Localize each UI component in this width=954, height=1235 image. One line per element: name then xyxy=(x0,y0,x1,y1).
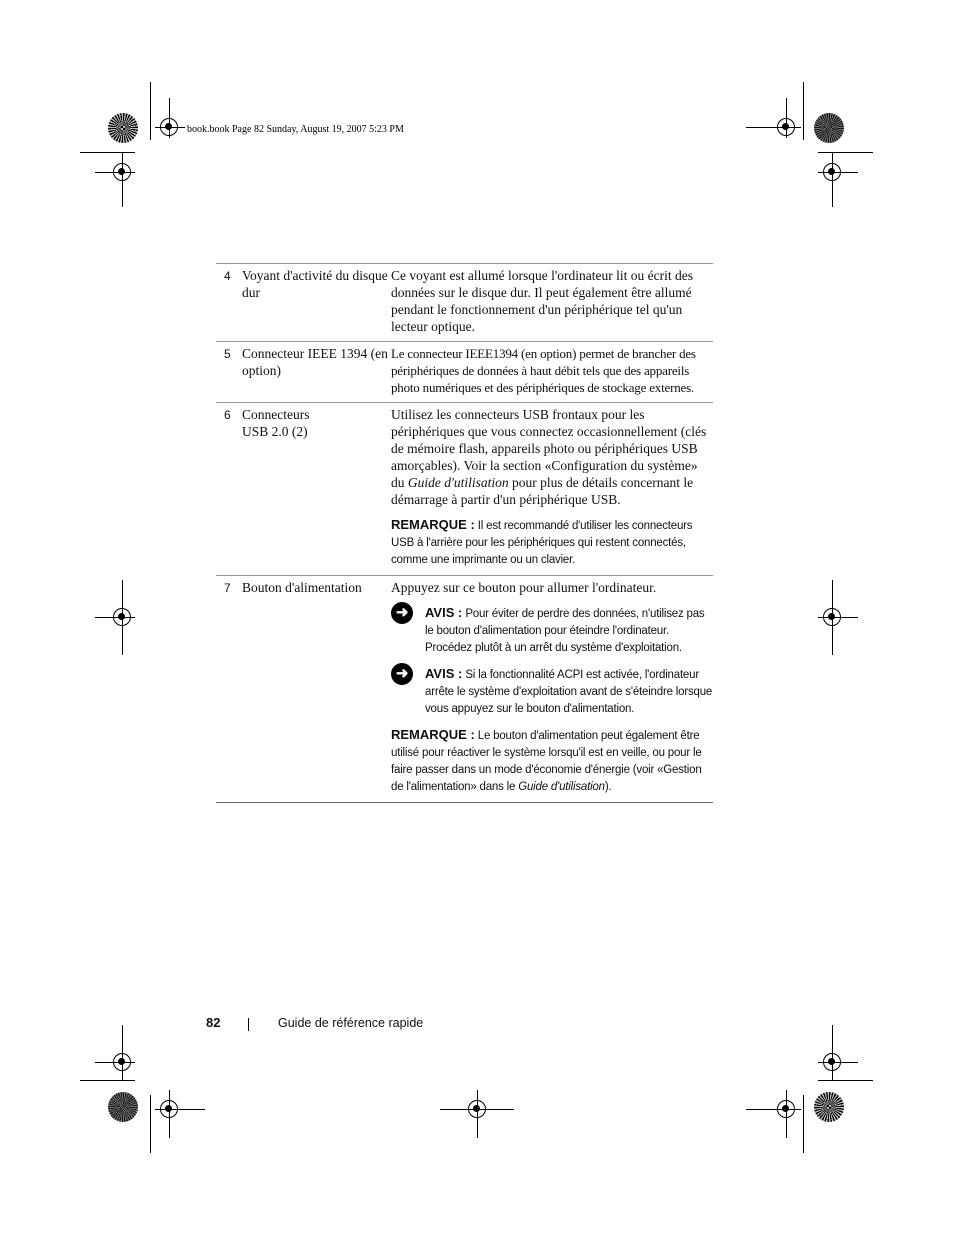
row-number: 5 xyxy=(224,347,231,361)
component-name: Connecteurs USB 2.0 (2) xyxy=(242,407,310,439)
registration-star-bottom-right xyxy=(814,1092,844,1122)
component-description: Ce voyant est allumé lorsque l'ordinateur lit ou écrit des données sur le disque dur. Il peut également être allumé pendant le fonctionnement d'un périphérique tel qu'un lecteur optique. xyxy=(391,268,693,334)
table-row xyxy=(216,264,713,342)
table-row xyxy=(216,403,713,576)
row-number: 6 xyxy=(224,408,231,422)
table-row xyxy=(216,576,713,803)
component-description: Appuyez sur ce bouton pour allumer l'ordinateur. ➜ AVIS : Pour éviter de perdre des données, n'utilisez pas le bouton d'alimentation pour éteindre l'ordinateur. Procédez plutôt à un arrêt du système d'exploitation. ➜ AVIS : Si la fonctionnalité ACPI est activée, l'ordinateur arrête le système d'exploitation avant de s'éteindre lorsque vous appuyez sur le bouton d'alimentation. REMARQUE : Le bouton d'alimentation peut également être utilisé pour réactiver le système lorsqu'il est en veille, ou pour le faire passer dans un mode d'économie d'énergie (voir «Gestion de l'alimentation» dans le Guide d'utilisation). xyxy=(391,579,713,796)
avis-notice: ➜ AVIS : Pour éviter de perdre des données, n'utilisez pas le bouton d'alimentation pour éteindre l'ordinateur. Procédez plutôt à un arrêt du système d'exploitation. xyxy=(391,604,713,657)
row-number: 4 xyxy=(224,269,231,283)
row-number: 7 xyxy=(224,581,231,595)
guide-reference: Guide d'utilisation xyxy=(407,475,509,490)
registration-star-top-left xyxy=(108,113,138,143)
table-row xyxy=(216,342,713,403)
footer-title: Guide de référence rapide xyxy=(278,1016,424,1030)
remarque-note: REMARQUE : Le bouton d'alimentation peut également être utilisé pour réactiver le système lorsqu'il est en veille, ou pour le faire passer dans un mode d'économie d'énergie (voir «Gestion de l'alimentation» dans le Guide d'utilisation). xyxy=(391,727,702,793)
registration-star-top-right xyxy=(814,113,844,143)
notice-arrow-icon: ➜ xyxy=(391,663,413,685)
remarque-note: REMARQUE : Il est recommandé d'utiliser les connecteurs USB à l'arrière pour les périphériques qui restent connectés, comme une imprimante ou un clavier. xyxy=(391,517,693,566)
page-number: 82 xyxy=(206,1015,221,1030)
guide-reference: Guide d'utilisation xyxy=(518,781,605,793)
notice-arrow-icon: ➜ xyxy=(391,602,413,624)
component-name: Bouton d'alimentation xyxy=(242,580,362,595)
footer-divider xyxy=(248,1018,249,1031)
print-info-header: book.book Page 82 Sunday, August 19, 2007 5:23 PM xyxy=(187,124,404,135)
component-name: Connecteur IEEE 1394 (en option) xyxy=(242,346,388,378)
component-description: Le connecteur IEEE1394 (en option) permet de brancher des périphériques de données à haut débit tels que des appareils photo numériques et des périphériques de stockage externes. xyxy=(391,346,696,395)
component-name: Voyant d'activité du disque dur xyxy=(242,268,388,300)
registration-star-bottom-left xyxy=(108,1092,138,1122)
avis-notice: ➜ AVIS : Si la fonctionnalité ACPI est activée, l'ordinateur arrête le système d'exploitation avant de s'éteindre lorsque vous appuyez sur le bouton d'alimentation. xyxy=(391,665,713,718)
component-description: Utilisez les connecteurs USB frontaux pour les périphériques que vous connectez occasionnellement (clés de mémoire flash, appareils photo ou périphériques USB amorçables). Voir la section «Configuration du système» du Guide d'utilisation pour plus de détails concernant le démarrage à partir d'un périphérique USB. REMARQUE : Il est recommandé d'utiliser les connecteurs USB à l'arrière pour les périphériques qui restent connectés, comme une imprimante ou un clavier. xyxy=(391,406,713,569)
connector-table xyxy=(216,263,713,803)
